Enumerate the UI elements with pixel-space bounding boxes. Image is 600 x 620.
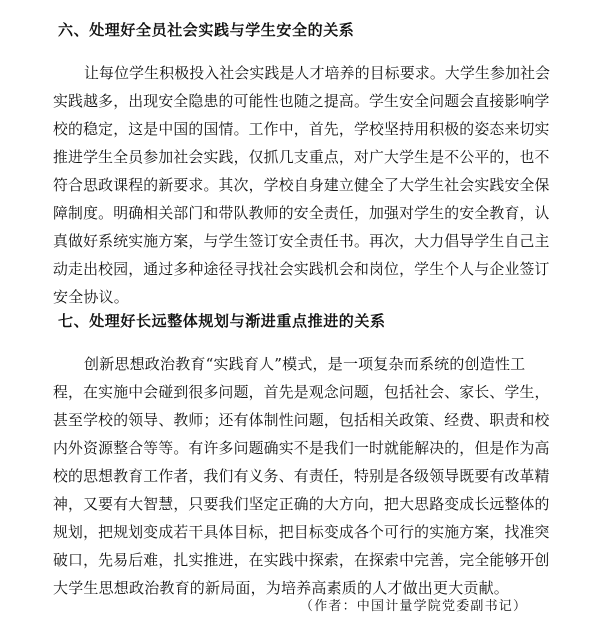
section-7-line: 甚至学校的领导、教师；还有体制性问题，包括相关政策、经费、职责和校 bbox=[53, 411, 550, 429]
section-6-line: 安全协议。 bbox=[53, 288, 130, 306]
section-7-line: 程，在实施中会碰到很多问题，首先是观念问题，包括社会、家长、学生， bbox=[53, 383, 550, 401]
section-6-line: 符合思政课程的新要求。其次，学校自身建立健全了大学生社会实践安全保 bbox=[53, 176, 550, 194]
section-7-line: 内外资源整合等等。有许多问题确实不是我们一时就能解决的，但是作为高 bbox=[53, 439, 550, 457]
section-6-line: 实践越多，出现安全隐患的可能性也随之提高。学生安全问题会直接影响学 bbox=[53, 92, 550, 110]
section-6-line: 真做好系统实施方案，与学生签订安全责任书。再次，大力倡导学生自己主 bbox=[53, 232, 550, 250]
section-7-line: 创新思想政治教育“实践育人”模式，是一项复杂而系统的创造性工 bbox=[84, 355, 526, 373]
section-7-line: 神，又要有大智慧，只要我们坚定正确的大方向，把大思路变成长远整体的 bbox=[53, 495, 550, 513]
section-7-line: 规划，把规划变成若干具体目标，把目标变成各个可行的实施方案，找准突 bbox=[53, 523, 550, 541]
section-7-line: 破口，先易后难，扎实推进，在实践中探索，在探索中完善，完全能够开创 bbox=[53, 551, 550, 569]
section-6-line: 动走出校园，通过多种途径寻找社会实践机会和岗位，学生个人与企业签订 bbox=[53, 260, 550, 278]
section-6-line: 校的稳定，这是中国的国情。工作中，首先，学校坚持用积极的姿态来切实 bbox=[53, 120, 550, 138]
section-6-line: 障制度。明确相关部门和带队教师的安全责任，加强对学生的安全教育，认 bbox=[53, 204, 550, 222]
author-signature: （作者：中国计量学院党委副书记） bbox=[300, 599, 528, 614]
section-6-line: 推进学生全员参加社会实践，仅抓几支重点，对广大学生是不公平的，也不 bbox=[53, 148, 550, 166]
section-7-line: 大学生思想政治教育的新局面，为培养高素质的人才做出更大贡献。 bbox=[53, 579, 510, 597]
section-6-heading: 六、处理好全员社会实践与学生安全的关系 bbox=[58, 21, 355, 39]
section-7-heading: 七、处理好长远整体规划与渐进重点推进的关系 bbox=[58, 312, 386, 330]
section-7-line: 校的思想教育工作者，我们有义务、有责任，特别是各级领导既要有改革精 bbox=[53, 467, 550, 485]
section-6-line: 让每位学生积极投入社会实践是人才培养的目标要求。大学生参加社会 bbox=[84, 64, 551, 82]
